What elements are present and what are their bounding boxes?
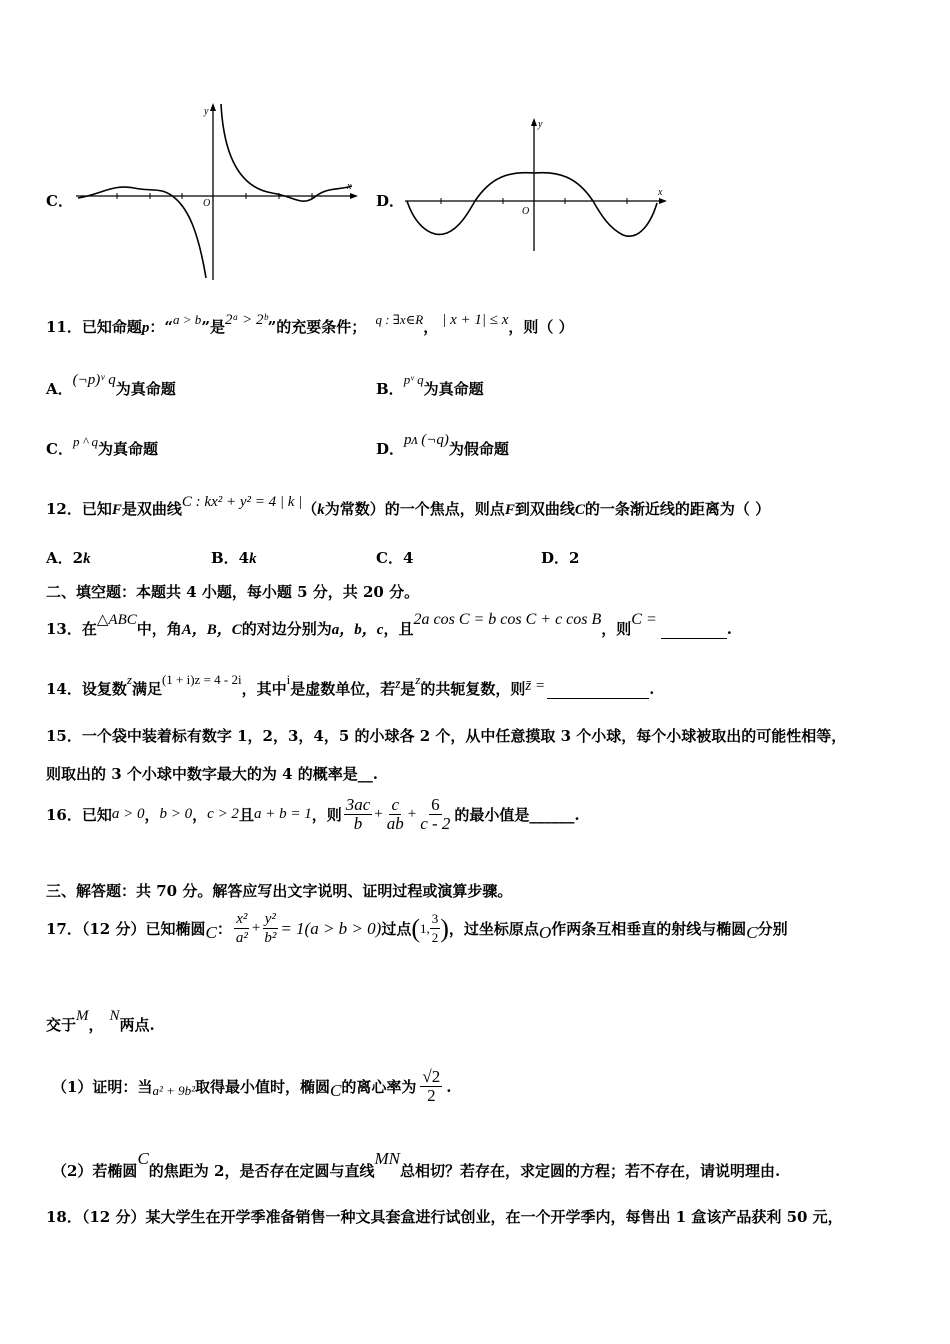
graph-d-x-label: x — [658, 187, 663, 198]
q11-quote-close: ”是 — [201, 318, 225, 336]
q12-text5: 的一条渐近线的距离为（ ） — [584, 500, 771, 518]
q17-eccentricity — [420, 1068, 442, 1105]
q11-option-c-expr: p ^ q — [72, 434, 98, 449]
q16-f1-num: 3ac — [345, 795, 371, 814]
q13-text3: ，且 — [383, 620, 414, 638]
q17-n-var: N — [109, 1008, 120, 1024]
q17-part1-end: . — [446, 1077, 452, 1096]
q11-stem — [46, 312, 574, 337]
q11-option-b — [376, 372, 484, 399]
q13-sides: a，b，c — [331, 622, 384, 638]
q16-fraction-1 — [344, 796, 373, 833]
q17-e-num: √2 — [422, 1067, 441, 1086]
q12-text1: 是双曲线 — [121, 500, 182, 518]
q17-x2: x² — [236, 911, 248, 927]
q13-angles: A，B，C — [181, 622, 242, 638]
q17-point-x: 1, — [420, 920, 430, 936]
q17-stem: 17．（12 分）已知椭圆 C ： $\frac{\text{x²}}{\text{a²}}$ + $\frac{\text{y²}}{\text{b²}}$ = 1(a > b > 0) 过点 ( 1, $\frac{3}{2}$ ) ，过坐标原点 O 作两条互相垂直的射线与椭圆 C 分别 — [46, 911, 788, 946]
q13-triangle: △ABC — [96, 612, 137, 628]
q17-part1-c-var: C — [330, 1080, 342, 1100]
q11-option-a-expr: (¬p)ᵛ q — [72, 372, 116, 388]
q13-stem — [46, 611, 732, 639]
q11-option-a — [46, 372, 176, 399]
q17-part1-pre: （1）证明：当 — [52, 1078, 153, 1096]
q13-ask: C = — [631, 611, 657, 628]
q11-p-name: p — [141, 320, 150, 336]
q13-text4: ，则 — [601, 620, 632, 638]
q12-option-c-label: C．4 — [376, 549, 414, 567]
q17-y2: y² — [264, 911, 276, 927]
q11-option-a-text: 为真命题 — [115, 380, 176, 398]
q14-zbar: z̄ — [395, 676, 401, 691]
q13-number: 13．在 — [46, 620, 97, 638]
q16-number: 16．已知 — [46, 806, 112, 824]
q17-part2-post: 总相切？若存在，求定圆的方程；若不存在，请说明理由. — [399, 1162, 781, 1180]
q16-fraction-2 — [385, 796, 406, 833]
q17-point-den: 2 — [431, 930, 439, 945]
q14-answer-blank[interactable] — [547, 680, 649, 699]
q16-f2-den: ab — [386, 814, 404, 833]
q16-sep2: ， — [192, 806, 208, 824]
q11-number: 11．已知命题 — [46, 318, 142, 336]
q11-option-b-label: B． — [376, 380, 404, 398]
q13-answer-blank[interactable] — [661, 620, 727, 639]
q17-sep: ， — [88, 1016, 104, 1034]
q16-then: ，则 — [311, 806, 342, 824]
q11-quote-open: “ — [164, 318, 174, 336]
graph-c-origin: O — [203, 198, 211, 209]
q12-c-var: C — [574, 502, 585, 518]
q11-option-c — [46, 434, 158, 459]
q11-suffix: ”的充要条件； — [267, 318, 367, 336]
q11-q-prop: q : ∃x∈R — [375, 312, 424, 327]
q17-frac-y — [262, 910, 278, 947]
q17-text3: 作两条互相垂直的射线与椭圆 — [551, 920, 747, 938]
q17-number: 17．（12 分）已知椭圆 — [46, 920, 206, 938]
q16-fraction-3 — [418, 796, 452, 833]
graph-d-origin: O — [522, 206, 530, 217]
q17-a2: a² — [235, 930, 248, 946]
q16-plus-2: + — [407, 806, 417, 822]
q11-abs-expr: | x + 1| ≤ x — [442, 312, 509, 328]
graph-d-curve — [407, 173, 657, 237]
q17-text4: 分别 — [757, 920, 788, 938]
q13-text2: 的对边分别为 — [241, 620, 332, 638]
q12-option-d-label: D．2 — [541, 549, 580, 567]
q17-text1: 过点 — [381, 920, 412, 938]
q12-option-b-label: B．4 — [211, 549, 250, 567]
q12-option-b-var: k — [249, 551, 257, 567]
q12-option-a — [46, 547, 91, 568]
q11-cond-b: 2ᵃ > 2ᵇ — [224, 312, 268, 328]
q17-line2-post: 两点. — [119, 1016, 155, 1034]
q12-option-a-var: k — [83, 551, 91, 567]
q17-equation: = 1(a > b > 0) — [280, 918, 382, 938]
q17-part1-mid: 取得最小值时，椭圆 — [195, 1078, 331, 1096]
q17-part2 — [52, 1149, 781, 1181]
q17-m-var: M — [76, 1008, 89, 1024]
q16-plus-1: + — [374, 806, 383, 822]
q17-part2-c-var: C — [137, 1149, 149, 1168]
section-2-heading: 二、填空题：本题共 4 小题，每小题 5 分，共 20 分。 — [46, 583, 420, 601]
q17-o-var: O — [538, 922, 552, 942]
q15-line2: 则取出的 3 个小球中数字最大的为 4 的概率是__. — [46, 765, 378, 783]
q11-option-d — [376, 432, 509, 459]
q16-sep1: ， — [144, 806, 160, 824]
q16-f3-den: c - 2 — [420, 814, 451, 833]
q11-option-d-label: D． — [376, 440, 405, 458]
q16-cond-b: b > 0 — [159, 806, 193, 822]
q16-stem — [46, 796, 580, 833]
q11-option-b-text: 为真命题 — [423, 380, 484, 398]
q14-text2: ，其中 — [241, 680, 287, 698]
graph-c-x-label: x — [347, 181, 352, 192]
q17-e-den: 2 — [427, 1086, 436, 1105]
q12-curve: C : kx² + y² = 4 | k | — [181, 494, 303, 510]
q12-option-d — [541, 547, 579, 568]
q12-text4: 到双曲线 — [514, 500, 575, 518]
q15-line1: 15．一个袋中装着标有数字 1，2，3，4，5 的小球各 2 个，从中任意摸取 3 个小球，每个小球被取出的可能性相等， — [46, 727, 847, 745]
q17-text2: ，过坐标原点 — [448, 920, 539, 938]
q14-equation: (1 + i)z = 4 - 2i — [161, 672, 242, 687]
q12-option-c — [376, 547, 413, 568]
q16-f1-den: b — [353, 814, 363, 833]
q14-text3: 是虚数单位，若 — [290, 680, 396, 698]
q11-comma: ， — [423, 318, 439, 336]
q16-f2-num: c — [391, 795, 399, 814]
q14-ask: z̄ = — [525, 678, 546, 694]
q14-text1: 满足 — [131, 680, 162, 698]
q16-tail: 的最小值是______. — [454, 806, 580, 824]
q12-f-var: F — [111, 502, 122, 518]
q16-cond-sum: a + b = 1 — [253, 806, 312, 822]
q17-part1-expr: a² + 9b² — [152, 1082, 196, 1098]
q14-end: . — [649, 680, 655, 698]
q14-number: 14．设复数 — [46, 680, 127, 698]
q12-number: 12．已知 — [46, 500, 112, 518]
graph-c-label: C． — [46, 192, 73, 210]
q17-part1-post: 的离心率为 — [341, 1078, 417, 1096]
graph-c — [72, 100, 362, 285]
graph-c-curve-left — [78, 187, 206, 278]
q17-c-var-2: C — [746, 922, 758, 942]
graph-d-label: D． — [376, 192, 405, 210]
q17-point-num: 3 — [430, 910, 441, 929]
q12-text3: 为常数）的一个焦点，则点 — [324, 500, 505, 518]
q14-i: i — [286, 672, 291, 687]
q16-and: 且 — [238, 806, 254, 824]
q14-text5: 的共轭复数，则 — [420, 680, 526, 698]
q14-text4: 是 — [400, 680, 416, 698]
q11-option-c-text: 为真命题 — [97, 440, 158, 458]
graph-c-curve-right — [221, 104, 352, 201]
q14-z-2: z — [415, 672, 421, 687]
q16-cond-a: a > 0 — [111, 806, 145, 822]
q14-stem — [46, 672, 655, 699]
q12-k-var: k — [317, 502, 325, 518]
q17-part2-mid: 的焦距为 2，是否存在定圆与直线 — [148, 1162, 375, 1180]
section-3-heading: 三、解答题：共 70 分。解答应写出文字说明、证明过程或演算步骤。 — [46, 882, 513, 900]
q14-z: z — [126, 672, 132, 687]
q11-option-d-expr: pᴧ (¬q) — [404, 432, 449, 448]
q17-point-y — [430, 910, 441, 947]
q12-option-a-label: A．2 — [46, 549, 84, 567]
q17-part1 — [52, 1068, 451, 1105]
graph-c-y-label: y — [204, 106, 209, 117]
q17-mn-var: MN — [374, 1149, 400, 1168]
q11-colon: ： — [149, 318, 165, 336]
q11-cond-a: a > b — [173, 312, 202, 327]
q17-colon: ： — [216, 920, 232, 938]
q12-stem — [46, 494, 771, 519]
q12-option-b — [211, 547, 257, 568]
q17-frac-x — [234, 910, 250, 947]
graph-d-y-label: y — [538, 119, 543, 130]
q17-c-var: C — [205, 922, 217, 942]
q13-equation: 2a cos C = b cos C + c cos B — [413, 611, 602, 628]
q11-option-d-text: 为假命题 — [448, 440, 509, 458]
q11-option-c-label: C． — [46, 440, 73, 458]
q17-line2 — [46, 1008, 155, 1035]
q16-cond-c: c > 2 — [207, 806, 239, 822]
q17-part2-pre: （2）若椭圆 — [52, 1162, 138, 1180]
q11-option-b-expr: pᵛ q — [403, 372, 424, 387]
q13-end: . — [726, 620, 732, 638]
q11-option-a-label: A． — [46, 380, 73, 398]
q17-b2: b² — [264, 930, 277, 946]
q16-f3-num: 6 — [431, 795, 440, 814]
q13-text1: 中，角 — [136, 620, 182, 638]
q18-line1: 18．（12 分）某大学生在开学季准备销售一种文具套盒进行试创业，在一个开学季内，每售出 1 盒该产品获利 50 元， — [46, 1208, 843, 1226]
graph-d — [403, 115, 671, 253]
q12-text2: （ — [302, 500, 318, 518]
q11-tail: ，则（ ） — [508, 318, 574, 336]
q17-line2-pre: 交于 — [46, 1016, 77, 1034]
q12-f-var-2: F — [504, 502, 515, 518]
